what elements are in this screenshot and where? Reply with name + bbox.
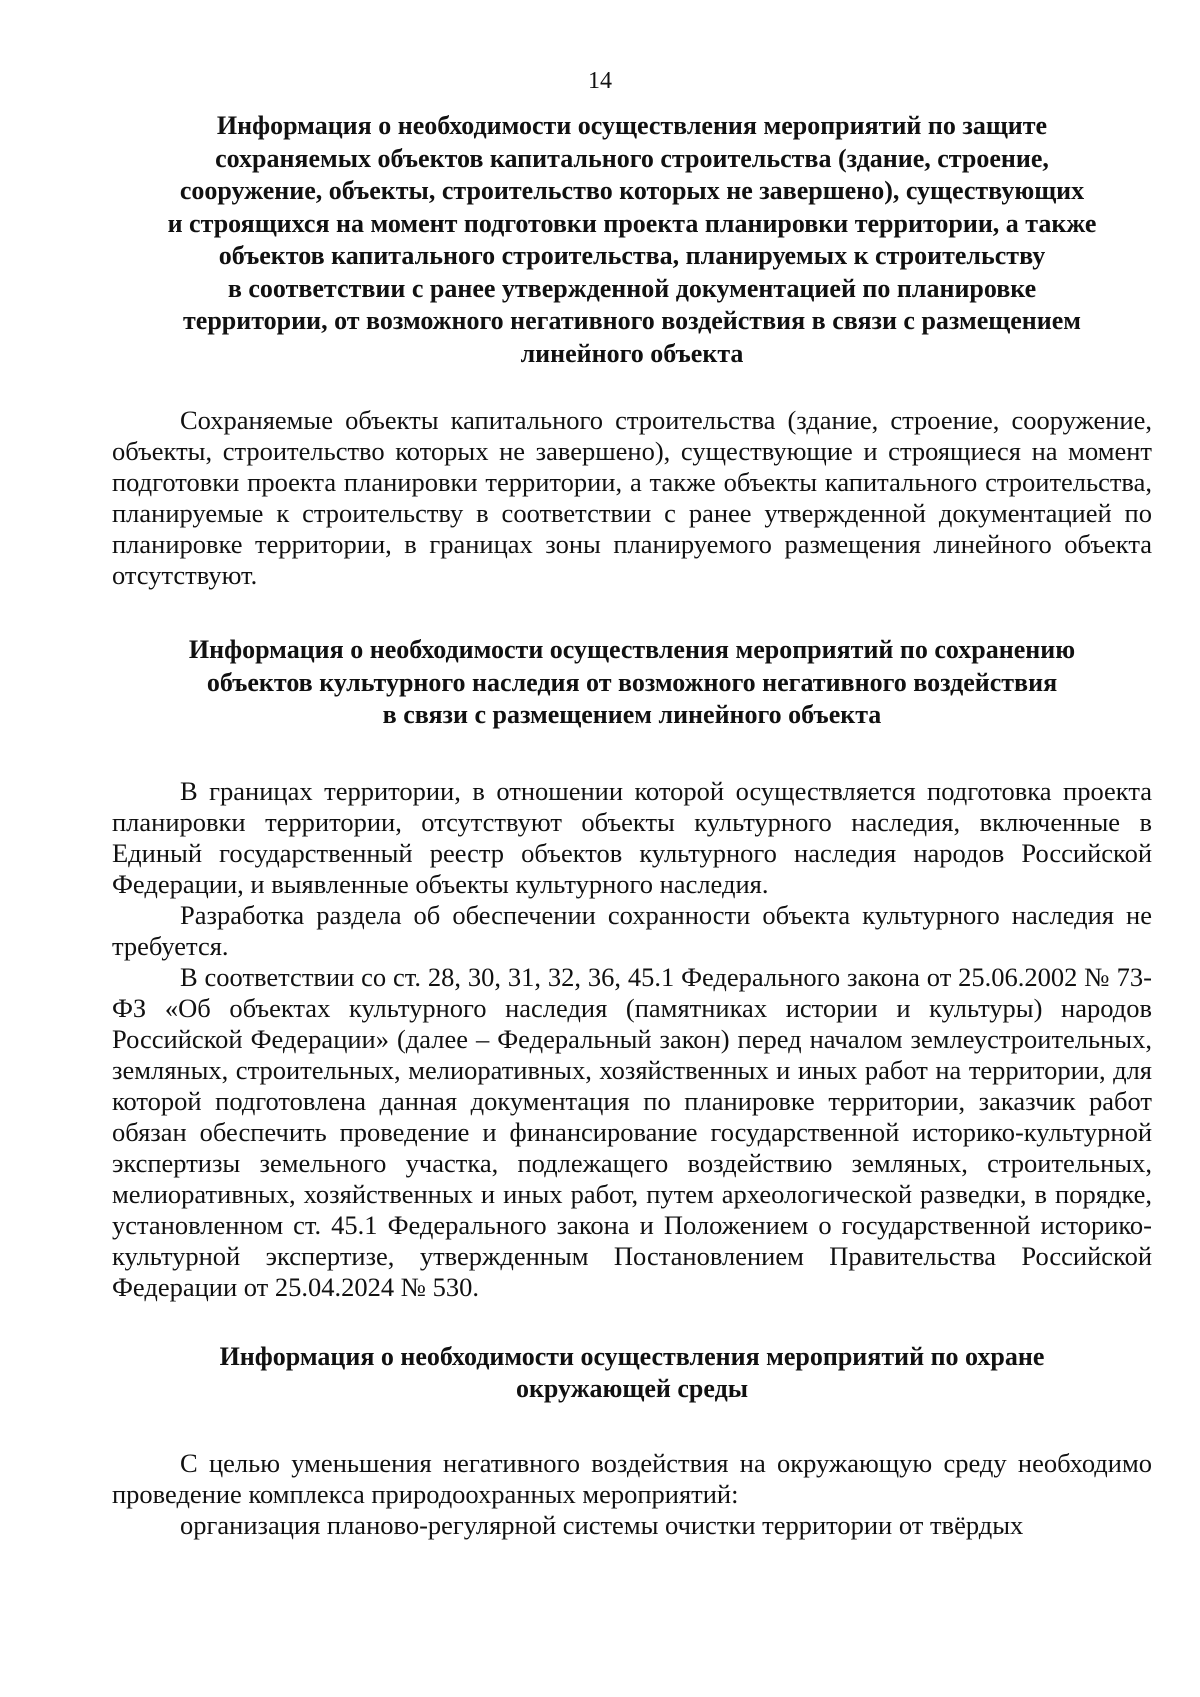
heading-line: Информация о необходимости осуществления мероприятий по охране [219,1341,1045,1371]
heading-line: объектов капитального строительства, планируемых к строительству [218,241,1046,270]
section-heading-protection-of-buildings [112,110,1152,370]
heading-line: Информация о необходимости осуществления мероприятий по защите [216,111,1048,140]
heading-line: территории, от возможного негативного воздействия в связи с размещением [183,306,1081,335]
heading-line: сохраняемых объектов капитального строительства (здание, строение, [215,143,1049,173]
heading-line: линейного объекта [520,338,744,368]
section-heading-environmental-protection [112,1341,1152,1406]
paragraph: Разработка раздела об обеспечении сохранности объекта культурного наследия не требуется. [112,899,1152,961]
paragraph: С целью уменьшения негативного воздействия на окружающую среду необходимо проведение комплекса природоохранных мероприятий: [112,1447,1152,1509]
section-heading-cultural-heritage [112,634,1152,732]
heading-line: объектов культурного наследия от возможного негативного воздействия [206,667,1058,697]
paragraph: Сохраняемые объекты капитального строительства (здание, строение, сооружение, объекты, строительство которых не завершено), существующие и строящиеся на момент подготовки проекта планировки территории, а также объекты капитального строительства, планируемые к строительству в соответствии с ранее утвержденной документацией по планировке территории, в границах зоны планируемого размещения линейного объекта отсутствуют. [112,405,1152,590]
page-number: 14 [588,68,612,94]
heading-line: окружающей среды [515,1374,749,1403]
heading-line: и строящихся на момент подготовки проекта планировки территории, а также [167,208,1097,238]
heading-line: в соответствии с ранее утвержденной документацией по планировке [227,273,1037,303]
heading-line: в связи с размещением линейного объекта [382,700,882,729]
paragraph: организация планово-регулярной системы очистки территории от твёрдых [180,1509,1024,1540]
heading-line: сооружение, объекты, строительство которых не завершено), существующих [179,176,1085,205]
paragraph: В соответствии со ст. 28, 30, 31, 32, 36, 45.1 Федерального закона от 25.06.2002 № 73-ФЗ «Об объектах культурного наследия (памятниках истории и культуры) народов Российской Федерации» (далее – Федеральный закон) перед началом землеустроительных, земляных, строительных, мелиоративных, хозяйственных и иных работ на территории, для которой подготовлена данная документация по планировке территории, заказчик работ обязан обеспечить проведение и финансирование государственной историко-культурной экспертизы земельного участка, подлежащего воздействию земляных, строительных, мелиоративных, хозяйственных и иных работ, путем археологической разведки, в порядке, установленном ст. 45.1 Федерального закона и Положением о государственной историко-культурной экспертизе, утвержденным Постановлением Правительства Российской Федерации от 25.04.2024 № 530. [112,961,1152,1302]
heading-line: Информация о необходимости осуществления мероприятий по сохранению [188,635,1076,664]
paragraph: В границах территории, в отношении которой осуществляется подготовка проекта планировки территории, отсутствуют объекты культурного наследия, включенные в Единый государственный реестр объектов культурного наследия народов Российской Федерации, и выявленные объекты культурного наследия. [112,775,1152,899]
document-body [112,110,1152,1541]
